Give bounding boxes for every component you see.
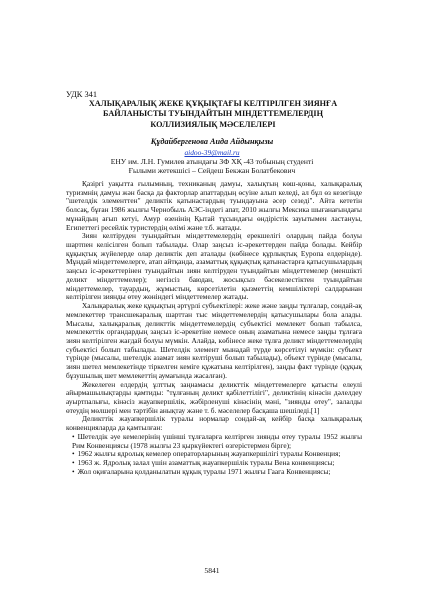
supervisor-line: Ғылыми жетекшісі – Сейдеш Бекжан Болатбекович (128, 166, 296, 176)
list-item-text: 1962 жылғы ядролық кемелер операторларының жауапкершілігі туралы Конвенция; (77, 449, 341, 459)
bullet-icon: • (72, 458, 75, 467)
paragraph: Қазіргі уақытта ғылымның, техниканың дамуы, халықтың көш-қоны, халықаралық туризмнің дамуы жән басқа да факторлар апаттардың өсуіне алып келеді, ал бұл өз кезегінде "шетелдік элементтен" деликтік қатынастардың туындауына әсер сезеді". Айта кететін болсақ, бұған 1986 жылғы Чернобыль АЭС-індегі апат, 2010 жылғы Мексика шығанағындағы мұнайдың ағып кетуі, Амур өзенінің Қытай тұсындағы өндірістік зауытымен ластануы, Египеттегі ресейлік туристердің өлімі және т.б. жатады. (66, 179, 362, 232)
paragraph: Зиян келтіруден туындайтын міндеттемелердің ерекшелігі олардың пайда болуы шартпен келісілген болып табылады. Олар заңсыз іс-әрекеттерден пайда болады. Кейбір құқықтық жүйелерде олар деликтік деп аталады (көбінесе құрлықтық Еуропа елдерінде). Мұндай міндеттемелерге, атап айтқанда, азаматтық құқықтық қатынастарға қатысушылардың заңсыз іс-әрекеттерінен туындайтын зиян келтіруден туындайтын міндеттемелер (меншікті деликт міндеттемелер); негізсіз баюдан, жосықсыз бәсекелестіктен туындайтын міндеттемелер, тауардың, жұмыстың, көрсетілетін қызметтің кемшіліктері салдарынан келтірілген зиянды өтеу жөніндегі міндеттемелер жатады. (66, 231, 362, 302)
author-email-link[interactable]: aidoo-39@mail.ru (184, 148, 240, 157)
author-name: Құдайбергенова Аида Айдынқызы (150, 137, 274, 146)
list-item-text: Шетелдік әуе кемелерінің үшінші тұлғаларға келтірген зиянды өтеу туралы 1952 жылғы Рим Конвенциясы (1978 жылғы 23 қыркүйектегі өзгерістермен бірге); (72, 431, 362, 450)
bullet-icon: • (72, 466, 75, 476)
article-body (66, 180, 362, 476)
affiliation-line: ЕНУ им. Л.Н. Гумилев атындағы ЗФ ХҚ -43 тобының студенті (110, 157, 314, 166)
list-item-text: 1963 ж. Ядролық залал үшін азаматтық жауапкершілік туралы Вена конвенциясы; (77, 458, 335, 467)
article-title: ХАЛЫҚАРАЛЫҚ ЖЕКЕ ҚҰҚЫҚТАҒЫ КЕЛТІРІЛГЕН ЗИЯНҒА БАЙЛАНЫСТЫ ТУЫНДАЙТЫН МІНДЕТТЕМЕЛЕРДІҢ КОЛЛИЗИЯЛЫҚ МӘСЕЛЕЛЕРІ (88, 99, 338, 129)
paragraph: Жекелеген елдердің ұлттық заңнамасы деликттік міндеттемелерге қатысты елеулі айырмашылықтарды қамтиды: "тұлғаның деликт қабілеттілігі", деликтінің кінәсін дәлелдеу ауыртпалығы, кінәсіз жауапкершілік, жәбірленуші кінәсінің мәні, "зиянды өтеу", залалды өтеудің мөлшері мен тәртібін анықтау және т. б. мәселелер басқаша шешіледі.[1] (66, 379, 362, 415)
list-item (66, 433, 362, 450)
paragraph: Халықаралық жеке құқықтың әртүрлі субъектілері: жеке және заңды тұлғалар, сондай-ақ мемлекеттер трансшекаралық шарттан тыс міндеттемелердің қатысушылары бола алады. Мысалы, халықаралық деликттік міндеттемелердің субъектісі мемлекет болып табылса, мемлекеттік органдардың заңсыз іс-әрекетіне немесе оның азаматына немесе заңды тұлғаға зиян келтірілген жағдай болуы мүмкін. Алайда, көбінесе жеке тұлға деликт міндеттемелердің субъектісі болып табылады. Шетелдік элемент мынадай түрде көрсетілуі мүмкін: субъект түрінде (мысалы, шетелдік азамат зиян келтіруші болып табылады), объект түрінде (мысалы, зиян шетел мемлекетінде тіркелген кеміге құжатына келтірілген), заңды факт түрінде (құқық бұзушылық шет мемлекеттің аумағында жасалған). (66, 301, 362, 380)
paragraph: Деликттік жауапкершілік туралы нормалар сондай-ақ кейбір басқа халықаралық конвенцияларда да қамтылған: (66, 414, 362, 433)
bullet-icon: • (72, 431, 75, 441)
list-item-text: Жол оқиғаларына қолданылатын құқық туралы 1971 жылғы Гаага Конвенциясы; (77, 466, 331, 476)
udk-code: УДК 341 (66, 90, 98, 99)
page-number: 5841 (204, 566, 220, 575)
affiliation (60, 157, 364, 175)
list-item (66, 468, 362, 477)
bullet-icon: • (72, 449, 75, 459)
